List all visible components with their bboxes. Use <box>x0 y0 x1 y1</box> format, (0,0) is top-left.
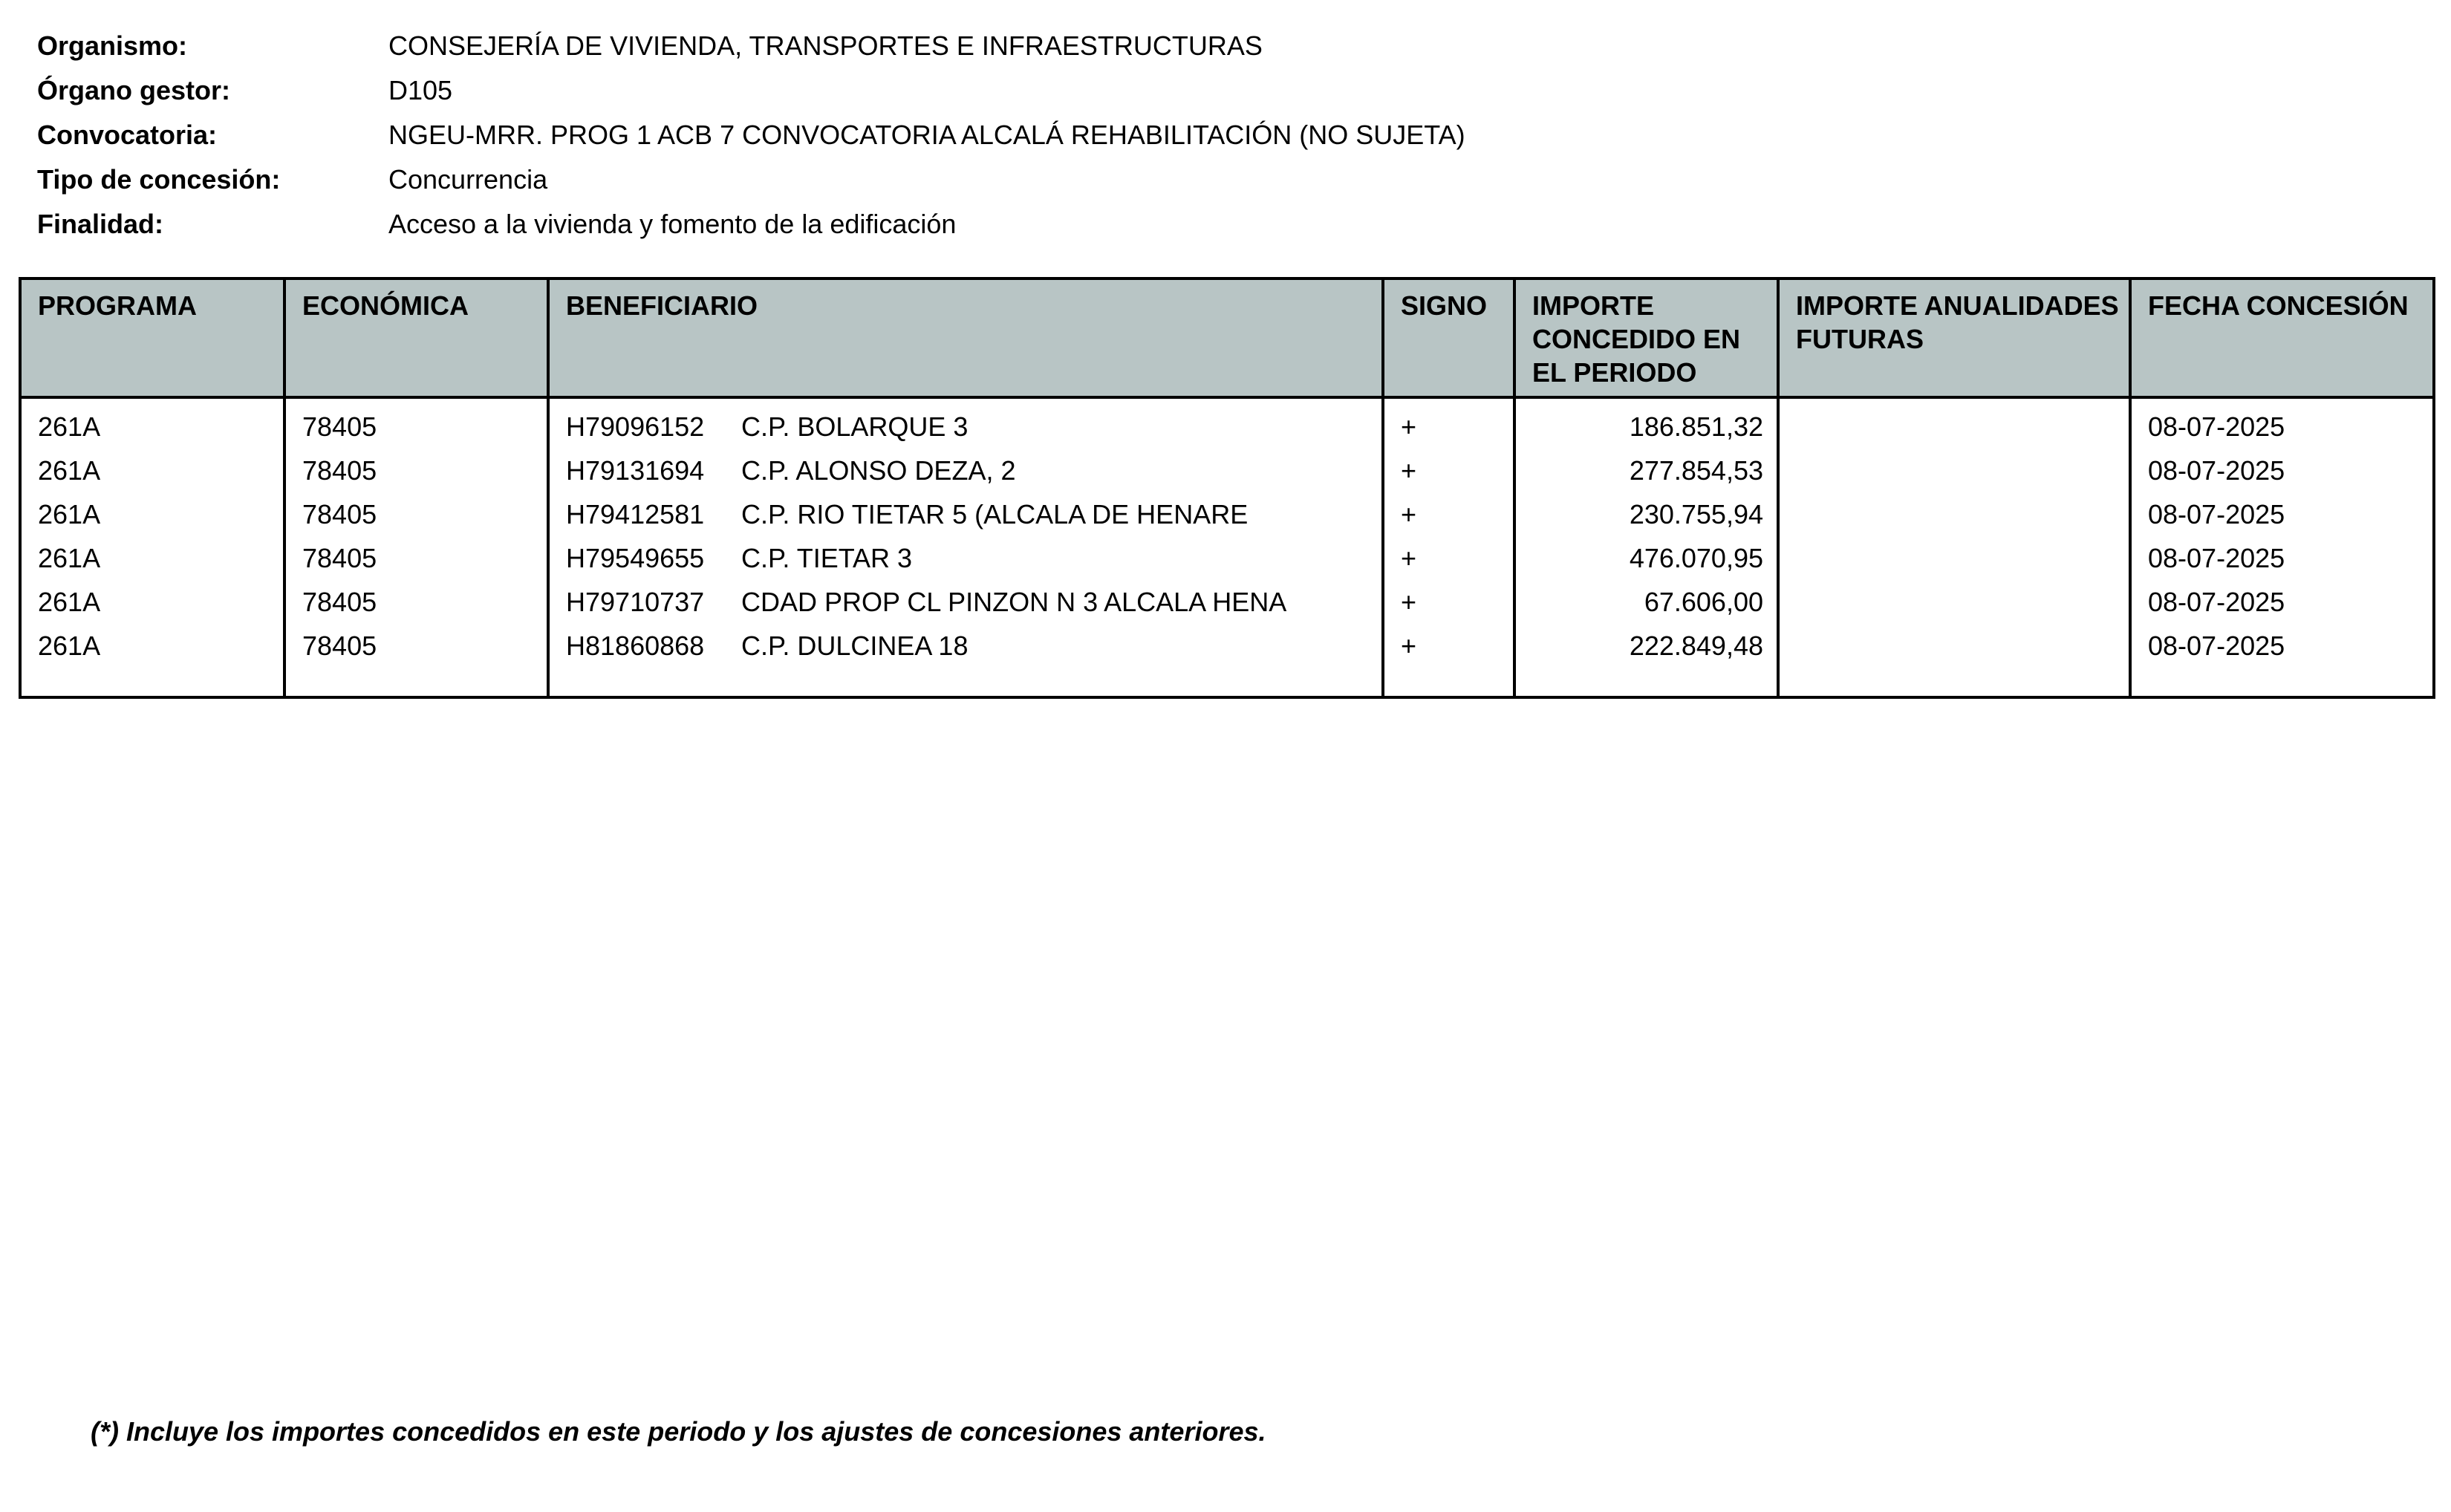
organo-gestor-label: Órgano gestor: <box>37 75 231 105</box>
cell-economica: 78405 <box>302 499 377 529</box>
cell-fecha: 08-07-2025 <box>2148 630 2285 661</box>
table-row <box>22 411 2432 454</box>
cell-signo: + <box>1401 587 1417 617</box>
header-economica: ECONÓMICA <box>286 280 550 396</box>
tipo-concesion-value: Concurrencia <box>388 164 548 195</box>
beneficiary-nif: H79412581 <box>566 499 705 529</box>
info-row-organo-gestor <box>37 74 2414 119</box>
header-fecha-concesion: FECHA CONCESIÓN <box>2148 290 2409 321</box>
info-row-tipo-concesion <box>37 163 2414 208</box>
info-row-convocatoria <box>37 119 2414 163</box>
cell-beneficiario <box>550 586 1384 630</box>
cell-futuras <box>1780 542 2132 586</box>
beneficiary-name: C.P. DULCINEA 18 <box>741 630 969 661</box>
cell-beneficiario <box>550 630 1384 674</box>
cell-futuras <box>1780 586 2132 630</box>
table-row <box>22 542 2432 586</box>
cell-economica: 78405 <box>302 411 377 442</box>
table-row <box>22 498 2432 542</box>
cell-fecha: 08-07-2025 <box>2148 411 2285 442</box>
beneficiary-name: C.P. ALONSO DEZA, 2 <box>741 455 1016 486</box>
cell-fecha: 08-07-2025 <box>2148 499 2285 529</box>
cell-beneficiario <box>550 498 1384 542</box>
info-row-finalidad <box>37 208 2414 252</box>
cell-programa: 261A <box>38 587 101 617</box>
beneficiary-name: C.P. TIETAR 3 <box>741 543 913 573</box>
cell-futuras <box>1780 630 2132 674</box>
cell-importe: 476.070,95 <box>1629 543 1763 573</box>
header-importe-concedido: IMPORTE CONCEDIDO EN EL PERIODO <box>1516 280 1780 396</box>
cell-importe: 230.755,94 <box>1629 499 1763 529</box>
table-row <box>22 586 2432 630</box>
header-beneficiario: BENEFICIARIO <box>550 280 1384 396</box>
cell-signo: + <box>1401 411 1417 442</box>
organismo-label: Organismo: <box>37 30 188 61</box>
cell-signo: + <box>1401 543 1417 573</box>
cell-economica: 78405 <box>302 630 377 661</box>
table-body <box>22 411 2432 674</box>
cell-signo: + <box>1401 630 1417 661</box>
beneficiary-name: C.P. BOLARQUE 3 <box>741 411 969 442</box>
cell-futuras <box>1780 411 2132 454</box>
cell-fecha: 08-07-2025 <box>2148 587 2285 617</box>
beneficiary-name: CDAD PROP CL PINZON N 3 ALCALA HENA <box>741 587 1287 617</box>
cell-fecha: 08-07-2025 <box>2148 543 2285 573</box>
table-row <box>22 454 2432 498</box>
beneficiary-nif: H79549655 <box>566 543 705 573</box>
table-header-row <box>22 280 2432 399</box>
grant-info-block <box>37 30 2414 252</box>
header-signo: SIGNO <box>1384 280 1516 396</box>
cell-beneficiario <box>550 411 1384 454</box>
beneficiary-nif: H79131694 <box>566 455 705 486</box>
info-row-organismo <box>37 30 2414 74</box>
footnote: (*) Incluye los importes concedidos en este periodo y los ajustes de concesiones anteriores. <box>91 1416 1266 1447</box>
cell-economica: 78405 <box>302 587 377 617</box>
organo-gestor-value: D105 <box>388 75 453 105</box>
finalidad-value: Acceso a la vivienda y fomento de la edificación <box>388 209 957 239</box>
cell-beneficiario <box>550 454 1384 498</box>
cell-programa: 261A <box>38 455 101 486</box>
finalidad-label: Finalidad: <box>37 209 163 239</box>
cell-economica: 78405 <box>302 543 377 573</box>
cell-futuras <box>1780 454 2132 498</box>
convocatoria-label: Convocatoria: <box>37 120 218 150</box>
cell-importe: 222.849,48 <box>1629 630 1763 661</box>
cell-futuras <box>1780 498 2132 542</box>
tipo-concesion-label: Tipo de concesión: <box>37 164 281 195</box>
beneficiary-name: C.P. RIO TIETAR 5 (ALCALA DE HENARE <box>741 499 1249 529</box>
header-importe-futuras: IMPORTE ANUALIDADES FUTURAS <box>1780 280 2132 396</box>
cell-programa: 261A <box>38 411 101 442</box>
cell-beneficiario <box>550 542 1384 586</box>
grants-table <box>19 277 2435 699</box>
table-row <box>22 630 2432 674</box>
cell-signo: + <box>1401 499 1417 529</box>
organismo-value: CONSEJERÍA DE VIVIENDA, TRANSPORTES E INFRAESTRUCTURAS <box>388 30 1263 61</box>
beneficiary-nif: H81860868 <box>566 630 705 661</box>
cell-importe: 277.854,53 <box>1629 455 1763 486</box>
cell-importe: 67.606,00 <box>1644 587 1763 617</box>
beneficiary-nif: H79710737 <box>566 587 705 617</box>
cell-fecha: 08-07-2025 <box>2148 455 2285 486</box>
convocatoria-value: NGEU-MRR. PROG 1 ACB 7 CONVOCATORIA ALCALÁ REHABILITACIÓN (NO SUJETA) <box>388 120 1465 150</box>
beneficiary-nif: H79096152 <box>566 411 705 442</box>
header-programa: PROGRAMA <box>22 280 286 396</box>
cell-signo: + <box>1401 455 1417 486</box>
cell-programa: 261A <box>38 499 101 529</box>
cell-programa: 261A <box>38 543 101 573</box>
cell-importe: 186.851,32 <box>1629 411 1763 442</box>
cell-economica: 78405 <box>302 455 377 486</box>
cell-programa: 261A <box>38 630 101 661</box>
